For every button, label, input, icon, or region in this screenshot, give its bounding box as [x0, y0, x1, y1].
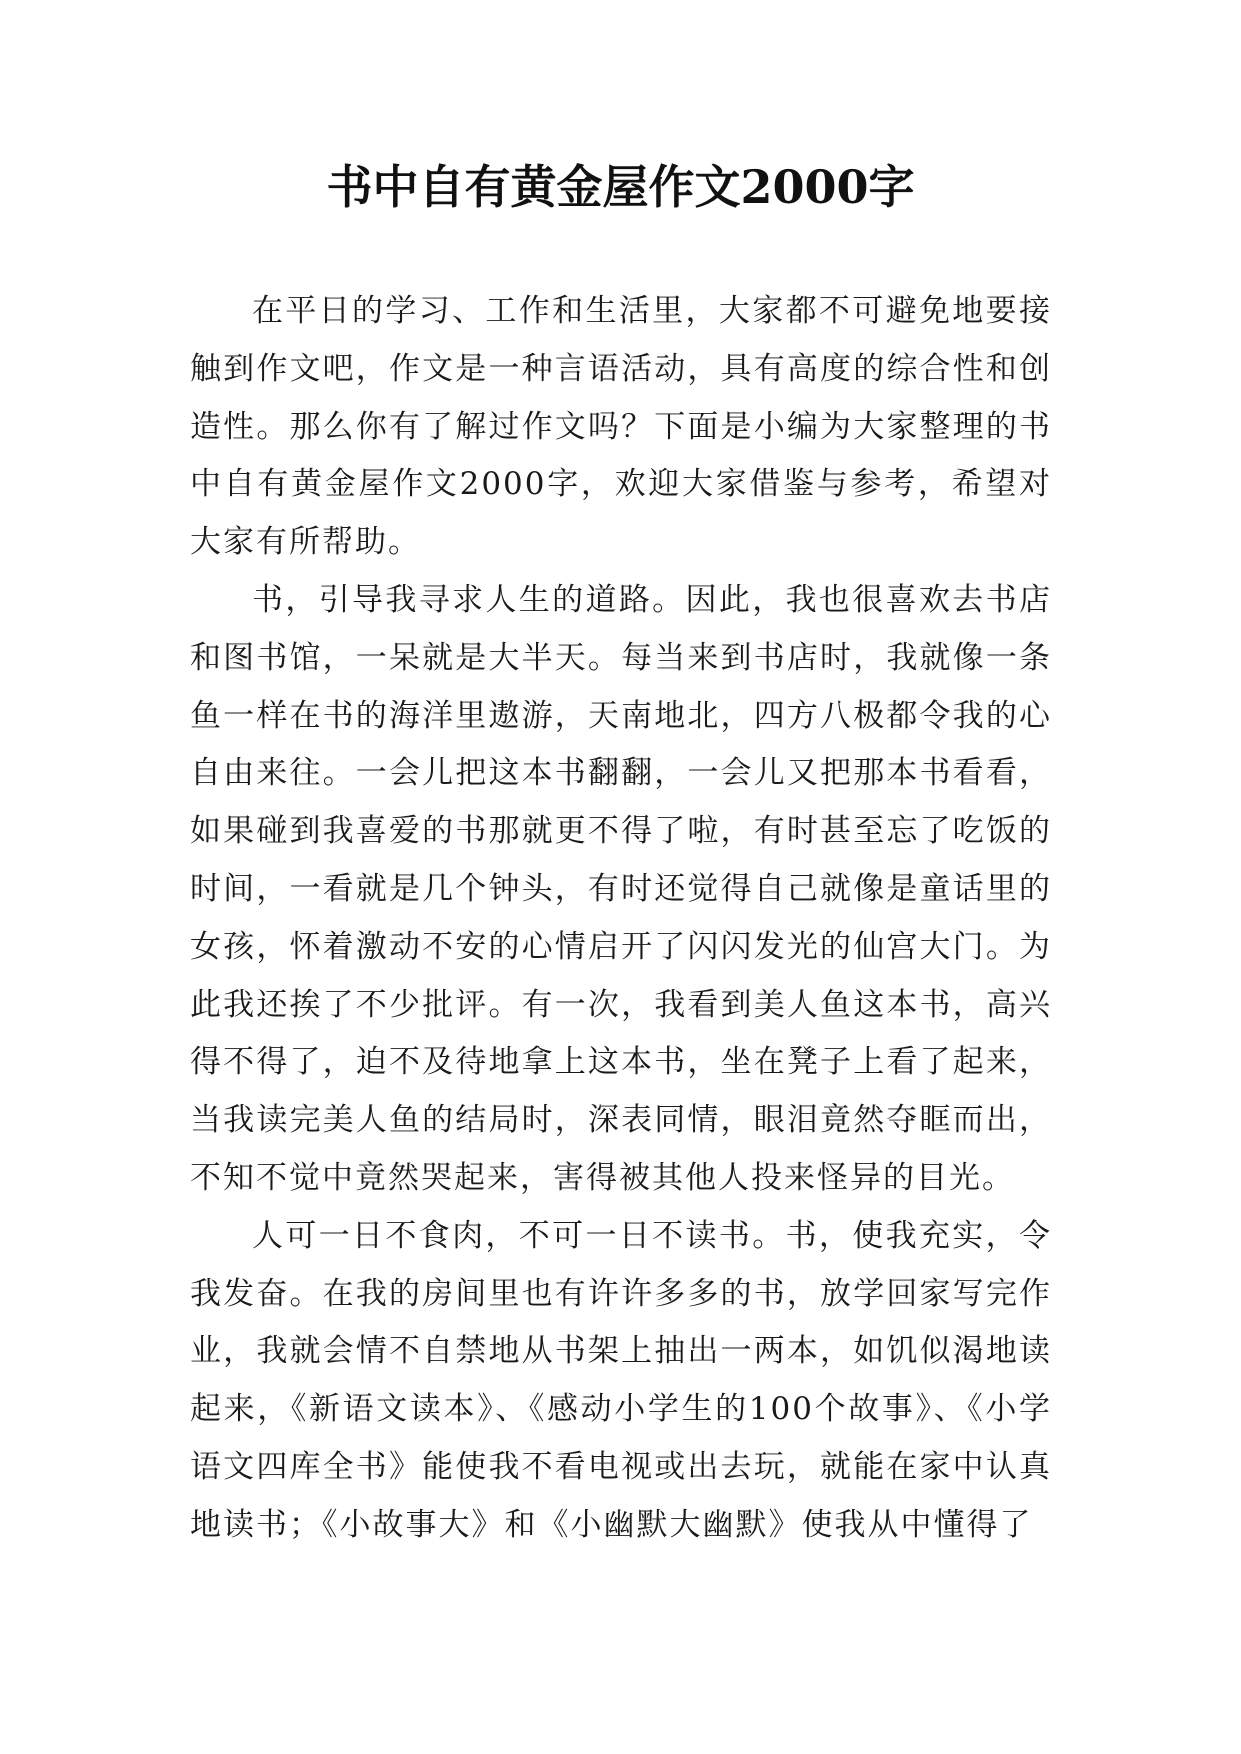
paragraph-bookstore: 书，引导我寻求人生的道路。因此，我也很喜欢去书店和图书馆，一呆就是大半天。每当来到书店时，我就像一条鱼一样在书的海洋里遨游，天南地北，四方八极都令我的心自由来往。一会儿把这本书翻翻，一会儿又把那本书看看，如果碰到我喜爱的书那就更不得了啦，有时甚至忘了吃饭的时间，一看就是几个钟头，有时还觉得自己就像是童话里的女孩，怀着激动不安的心情启开了闪闪发光的仙宫大门。为此我还挨了不少批评。有一次，我看到美人鱼这本书，高兴得不得了，迫不及待地拿上这本书，坐在凳子上看了起来，当我读完美人鱼的结局时，深表同情，眼泪竟然夺眶而出，不知不觉中竟然哭起来，害得被其他人投来怪异的目光。: [190, 581, 1052, 1196]
paragraph-intro: 在平日的学习、工作和生活里，大家都不可避免地要接触到作文吧，作文是一种言语活动，具有高度的综合性和创造性。那么你有了解过作文吗？下面是小编为大家整理的书中自有黄金屋作文2000字，欢迎大家借鉴与参考，希望对大家有所帮助。: [190, 293, 1052, 561]
document-title: 书中自有黄金屋作文2000字: [326, 160, 915, 214]
paragraph-reading-at-home: 人可一日不食肉，不可一日不读书。书，使我充实，令我发奋。在我的房间里也有许许多多的书，放学回家写完作业，我就会情不自禁地从书架上抽出一两本，如饥似渴地读起来，《新语文读本》、《感动小学生的100个故事》、《小学语文四库全书》能使我不看电视或出去玩，就能在家中认真地读书；《小故事大》和《小幽默大幽默》使我从中懂得了: [190, 1217, 1052, 1543]
document-body: [190, 283, 1052, 1555]
